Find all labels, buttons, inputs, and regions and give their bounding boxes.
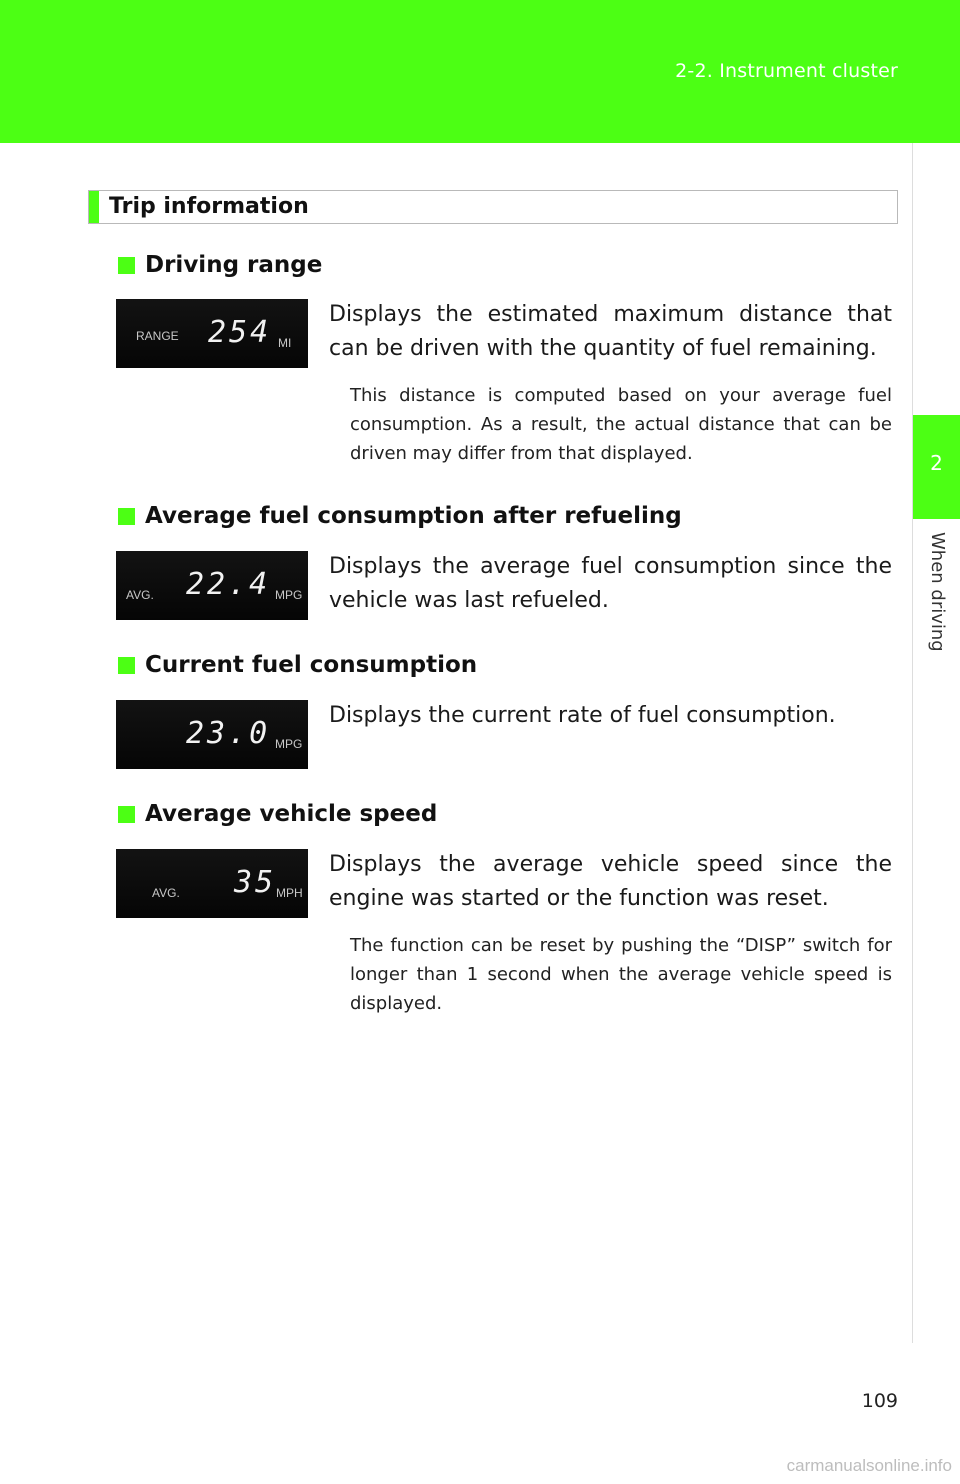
chapter-label: When driving	[927, 532, 948, 652]
display-unit: MPG	[275, 737, 303, 751]
subheading-text: Driving range	[145, 252, 323, 278]
display-current-fuel	[116, 700, 308, 769]
body-text: Displays the estimated maximum distance that can be driven with the quantity of fuel remaining.	[329, 302, 892, 361]
note-text: This distance is computed based on your average fuel consumption. As a result, the actual distance that can be driven may differ from that displayed.	[350, 385, 892, 464]
display-value: 22.4	[186, 567, 271, 602]
chapter-tab	[913, 415, 960, 519]
display-label: AVG.	[126, 588, 154, 602]
section-heading	[88, 190, 898, 224]
note-text: The function can be reset by pushing the “DISP” switch for longer than 1 second when the average vehicle speed is displayed.	[350, 935, 892, 1014]
body-text: Displays the average vehicle speed since the engine was started or the function was reset.	[329, 852, 892, 911]
display-unit: MI	[278, 336, 292, 350]
page-number: 109	[861, 1390, 898, 1412]
chapter-number: 2	[930, 451, 943, 475]
bullet-square-icon	[118, 657, 135, 674]
section-title: 2-2. Instrument cluster	[675, 60, 898, 82]
header-bar	[0, 0, 960, 143]
bullet-square-icon	[118, 257, 135, 274]
display-value: 35	[234, 865, 277, 900]
subheading-driving-range	[118, 252, 322, 278]
display-value: 23.0	[186, 716, 271, 751]
side-divider	[912, 143, 913, 1343]
watermark: carmanualsonline.info	[786, 1456, 952, 1475]
subheading-text: Average fuel consumption after refueling	[145, 503, 682, 529]
body-text: Displays the average fuel consumption since the vehicle was last refueled.	[329, 554, 892, 613]
subheading-text: Current fuel consumption	[145, 652, 478, 678]
subheading-avg-speed	[118, 801, 437, 827]
display-unit: MPH	[276, 886, 303, 900]
body-text: Displays the current rate of fuel consumption.	[329, 703, 836, 728]
display-range	[116, 299, 308, 368]
display-label: AVG.	[152, 886, 180, 900]
heading-text: Trip information	[109, 194, 309, 219]
display-unit: MPG	[275, 588, 303, 602]
display-label: RANGE	[136, 329, 179, 343]
display-avg-fuel	[116, 551, 308, 620]
display-value: 254	[208, 315, 272, 350]
subheading-avg-fuel	[118, 503, 682, 529]
bullet-square-icon	[118, 806, 135, 823]
bullet-square-icon	[118, 508, 135, 525]
subheading-current-fuel	[118, 652, 477, 678]
subheading-text: Average vehicle speed	[145, 801, 438, 827]
heading-accent-bar	[89, 191, 99, 223]
display-avg-speed	[116, 849, 308, 918]
